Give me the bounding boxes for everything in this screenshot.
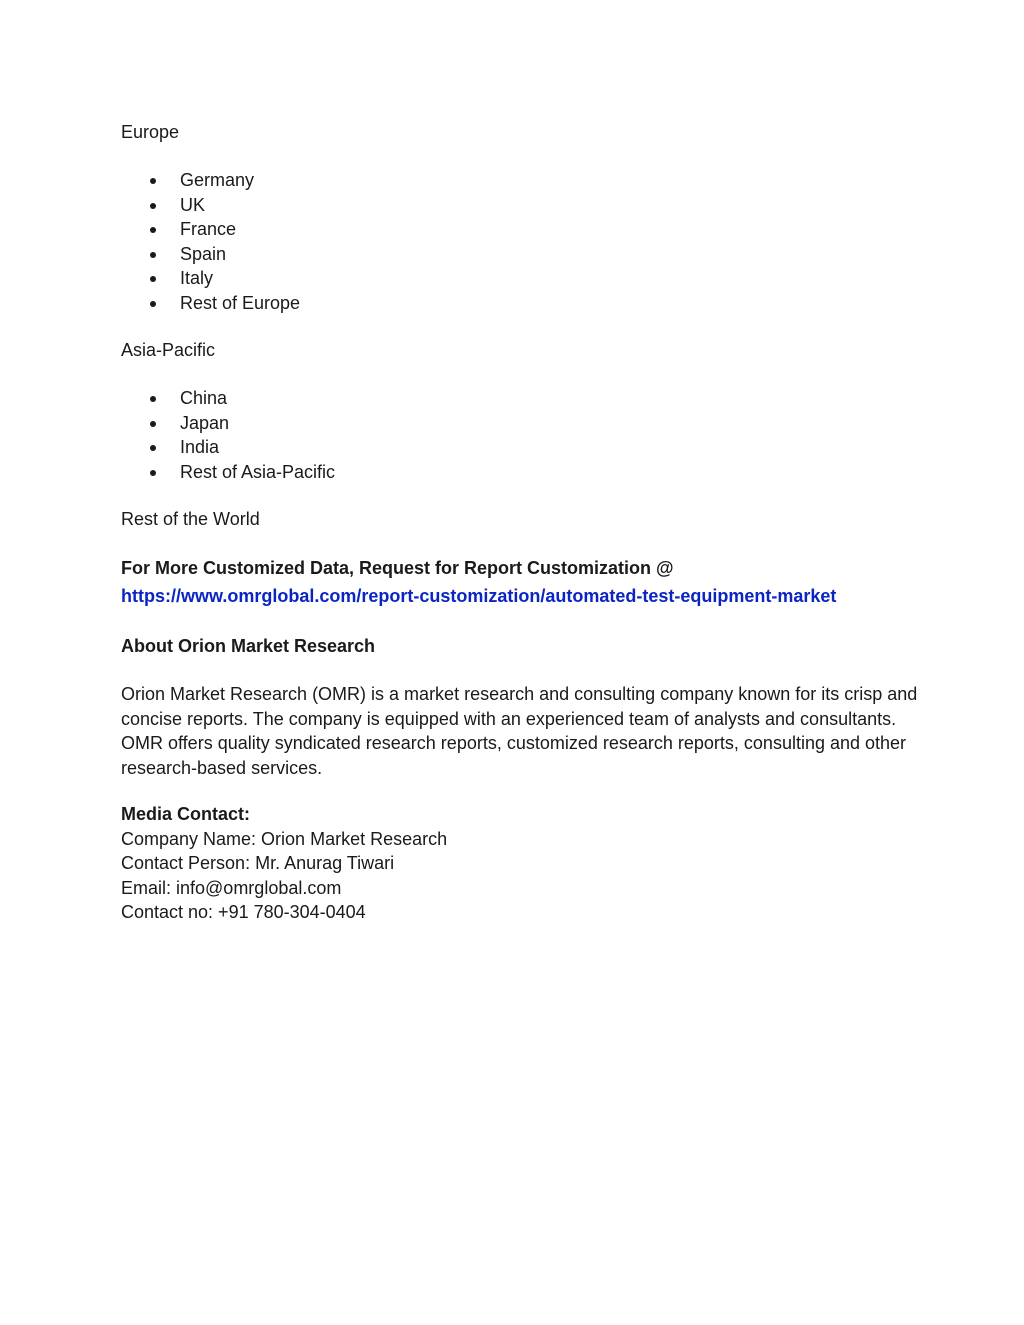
country-label: UK: [180, 194, 206, 215]
bullet-icon: [150, 203, 156, 209]
region-heading-asia-pacific: Asia-Pacific: [121, 340, 216, 360]
contact-person-line: Contact Person: Mr. Anurag Tiwari: [121, 853, 395, 873]
country-list-europe: [121, 168, 921, 315]
list-item: [180, 435, 921, 460]
country-list-asia-pacific: [121, 386, 921, 484]
media-contact-block: [121, 802, 921, 925]
bullet-icon: [150, 445, 156, 451]
about-heading: About Orion Market Research: [121, 635, 376, 656]
list-item: [180, 386, 921, 411]
customization-prompt: For More Customized Data, Request for Report Customization @: [121, 557, 674, 578]
country-label: France: [180, 219, 237, 239]
list-item: [180, 411, 921, 436]
customization-link[interactable]: https://www.omrglobal.com/report-customization/automated-test-equipment-market: [121, 585, 837, 606]
list-item: [180, 242, 921, 267]
country-label: Rest of Europe: [180, 292, 301, 313]
contact-number-line: Contact no: +91 780-304-0404: [121, 902, 366, 922]
list-item: [180, 460, 921, 485]
bullet-icon: [150, 470, 156, 476]
country-label: Italy: [180, 268, 214, 288]
region-heading-europe: Europe: [121, 122, 180, 142]
bullet-icon: [150, 227, 156, 233]
list-item: [180, 291, 921, 316]
list-item: [180, 168, 921, 193]
list-item: [180, 217, 921, 242]
email-line: Email: info@omrglobal.com: [121, 877, 342, 898]
bullet-icon: [150, 421, 156, 427]
list-item: [180, 266, 921, 291]
country-label: India: [180, 437, 220, 457]
bullet-icon: [150, 276, 156, 282]
country-label: Spain: [180, 243, 227, 264]
list-item: [180, 193, 921, 218]
bullet-icon: [150, 252, 156, 258]
country-label: Germany: [180, 170, 255, 190]
bullet-icon: [150, 396, 156, 402]
document-content: [121, 120, 921, 925]
country-label: China: [180, 388, 228, 408]
bullet-icon: [150, 301, 156, 307]
company-name-line: Company Name: Orion Market Research: [121, 828, 448, 849]
bullet-icon: [150, 178, 156, 184]
about-text: Orion Market Research (OMR) is a market research and consulting company known for its crisp and concise reports. The company is equipped with an experienced team of analysts and consultants. OMR offers quality syndicated research reports, customized research reports, consulting and other research-based services.: [121, 684, 918, 778]
region-heading-rest-of-world: Rest of the World: [121, 509, 260, 529]
country-label: Rest of Asia-Pacific: [180, 461, 336, 482]
country-label: Japan: [180, 412, 230, 433]
media-contact-heading: Media Contact:: [121, 804, 251, 824]
